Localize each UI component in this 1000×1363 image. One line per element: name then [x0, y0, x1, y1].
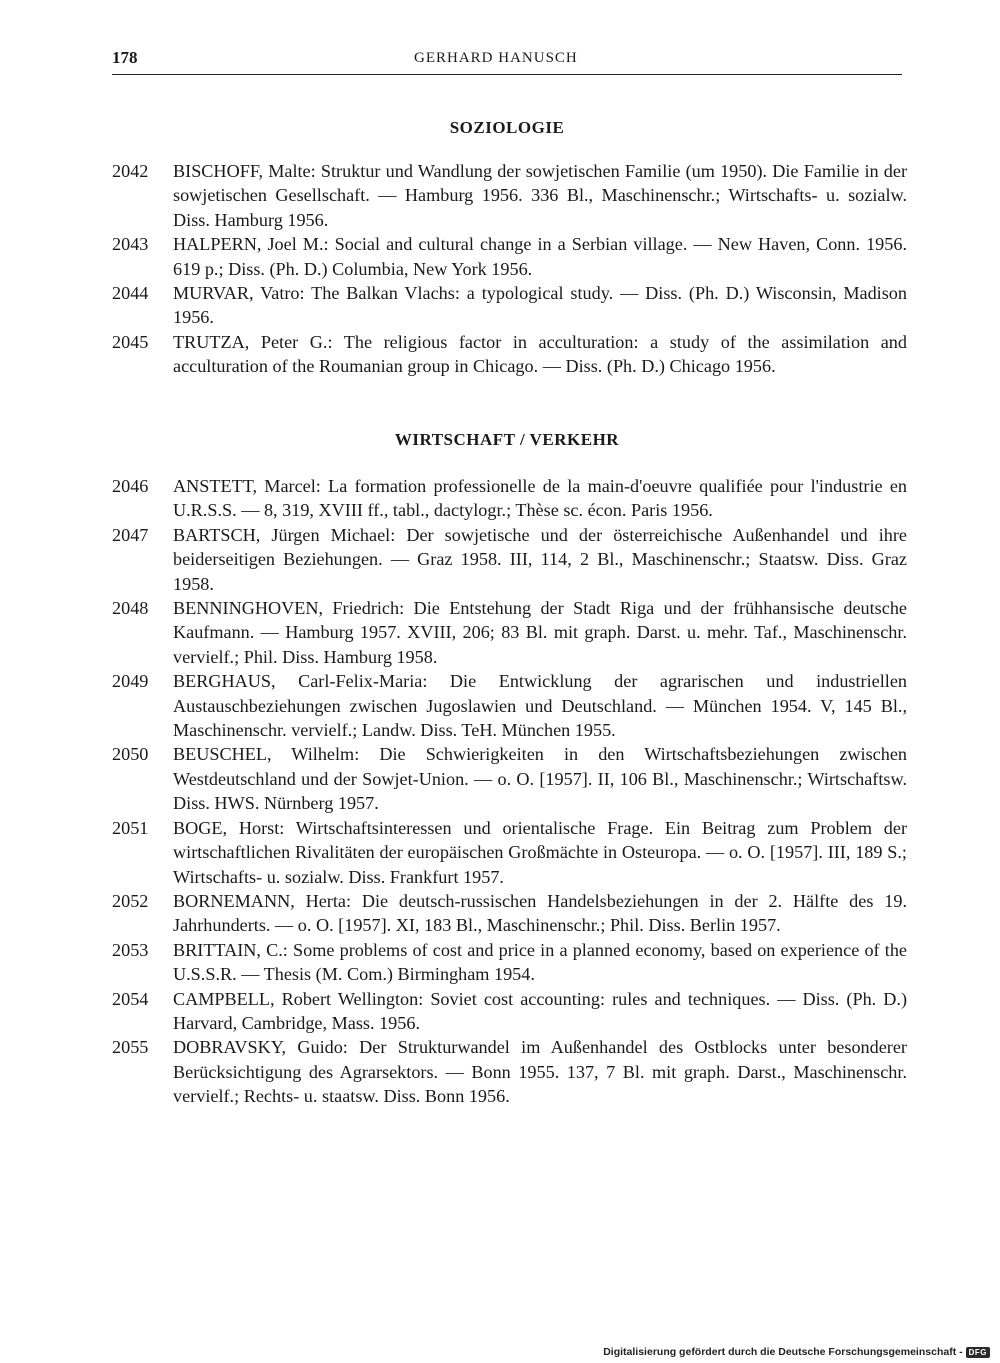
- entry-number: 2044: [112, 283, 149, 304]
- page-number: 178: [112, 48, 138, 67]
- entry-text: BEUSCHEL, Wilhelm: Die Schwierigkeiten in den Wirtschaftsbeziehungen zwischen Westdeutschland und der Sowjet-Union. — o. O. [1957]. II, 106 Bl., Maschinenschr.; Wirtschaftsw. Diss. HWS. Nürnberg 1957.: [173, 744, 907, 814]
- entry-number: 2045: [112, 331, 149, 352]
- entries-soziologie: [112, 159, 907, 379]
- bibliography-entry: [112, 474, 907, 523]
- bibliography-entry: [112, 816, 907, 889]
- entry-text: BENNINGHOVEN, Friedrich: Die Entstehung der Stadt Riga und der frühhansische deutsche Kaufmann. — Hamburg 1957. XVIII, 206; 83 Bl. mit graph. Darst. u. mehr. Taf., Maschinenschr. vervielf.; Phil. Diss. Hamburg 1958.: [173, 598, 907, 667]
- entry-number: 2043: [112, 234, 149, 255]
- bibliography-entry: [112, 1035, 907, 1108]
- entry-number: 2050: [112, 744, 149, 765]
- bibliography-entry: [112, 987, 907, 1036]
- bibliography-entry: [112, 330, 907, 379]
- page-header: [112, 46, 902, 75]
- entry-number: 2054: [112, 988, 149, 1009]
- entries-wirtschaft-verkehr: [112, 474, 907, 1109]
- dfg-logo: DFG: [966, 1347, 990, 1358]
- bibliography-entry: [112, 889, 907, 938]
- section-title-wirtschaft-verkehr: WIRTSCHAFT / VERKEHR: [394, 430, 620, 449]
- bibliography-entry: [112, 232, 907, 281]
- digitization-footer: [603, 1346, 990, 1358]
- entry-number: 2049: [112, 671, 149, 692]
- running-title: GERHARD HANUSCH: [414, 50, 578, 66]
- bibliography-entry: [112, 281, 907, 330]
- entry-text: BARTSCH, Jürgen Michael: Der sowjetische und der österreichische Außenhandel und ihre beiderseitigen Beziehungen. — Graz 1958. III, 114, 2 Bl., Maschinenschr.; Staatsw. Diss. Graz 1958.: [173, 524, 907, 594]
- entry-number: 2055: [112, 1037, 149, 1058]
- entry-number: 2042: [112, 161, 149, 181]
- entry-number: 2048: [112, 598, 149, 619]
- entry-text: BOGE, Horst: Wirtschaftsinteressen und orientalische Frage. Ein Beitrag zum Problem der wirtschaftlichen Rivalitäten der europäischen Großmächte in Osteuropa. — o. O. [1957]. III, 189 S.; Wirtschafts- u. sozialw. Diss. Frankfurt 1957.: [173, 817, 907, 887]
- entry-text: BORNEMANN, Herta: Die deutsch-russischen Handelsbeziehungen in der 2. Hälfte des 19. Jahrhunderts. — o. O. [1957]. XI, 183 Bl., Maschinenschr.; Phil. Diss. Berlin 1957.: [173, 890, 907, 936]
- entry-number: 2046: [112, 476, 149, 496]
- entry-text: BISCHOFF, Malte: Struktur und Wandlung der sowjetischen Familie (um 1950). Die Familie in der sowjetischen Gesellschaft. — Hamburg 1956. 336 Bl., Maschinenschr.; Wirtschafts- u. sozialw. Diss. Hamburg 1956.: [173, 161, 907, 230]
- bibliography-entry: [112, 159, 907, 232]
- footer-text: Digitalisierung gefördert durch die Deutsche Forschungsgemeinschaft -: [603, 1346, 963, 1358]
- entry-text: TRUTZA, Peter G.: The religious factor in acculturation: a study of the assimilation and acculturation of the Roumanian group in Chicago. — Diss. (Ph. D.) Chicago 1956.: [173, 331, 907, 377]
- entry-text: HALPERN, Joel M.: Social and cultural change in a Serbian village. — New Haven, Conn. 1956. 619 p.; Diss. (Ph. D.) Columbia, New York 1956.: [173, 234, 907, 279]
- entry-text: ANSTETT, Marcel: La formation professionelle de la main-d'oeuvre qualifiée pour l'industrie en U.R.S.S. — 8, 319, XVIII ff., tabl., dactylogr.; Thèse sc. écon. Paris 1956.: [173, 476, 907, 521]
- bibliography-entry: [112, 669, 907, 742]
- entry-number: 2053: [112, 939, 149, 960]
- entry-text: CAMPBELL, Robert Wellington: Soviet cost accounting: rules and techniques. — Diss. (Ph. D.) Harvard, Cambridge, Mass. 1956.: [173, 988, 907, 1033]
- section-title-soziologie: SOZIOLOGIE: [449, 118, 565, 137]
- bibliography-entry: [112, 938, 907, 987]
- entry-text: BRITTAIN, C.: Some problems of cost and price in a planned economy, based on experience of the U.S.S.R. — Thesis (M. Com.) Birmingham 1954.: [173, 939, 907, 985]
- entry-number: 2047: [112, 524, 149, 545]
- entry-text: BERGHAUS, Carl-Felix-Maria: Die Entwicklung der agrarischen und industriellen Austauschbeziehungen zwischen Jugoslawien und Deutschland. — München 1954. V, 145 Bl., Maschinenschr. vervielf.; Landw. Diss. TeH. München 1955.: [173, 671, 907, 741]
- entry-number: 2052: [112, 890, 149, 911]
- entry-number: 2051: [112, 817, 149, 838]
- entry-text: MURVAR, Vatro: The Balkan Vlachs: a typological study. — Diss. (Ph. D.) Wisconsin, Madison 1956.: [173, 283, 907, 328]
- entry-text: DOBRAVSKY, Guido: Der Strukturwandel im Außenhandel des Ostblocks unter besonderer Berücksichtigung des Agrarsektors. — Bonn 1955. 137, 7 Bl. mit graph. Darst., Maschinenschr. vervielf.; Rechts- u. staatsw. Diss. Bonn 1956.: [173, 1037, 907, 1107]
- bibliography-entry: [112, 596, 907, 669]
- bibliography-entry: [112, 523, 907, 596]
- bibliography-entry: [112, 742, 907, 815]
